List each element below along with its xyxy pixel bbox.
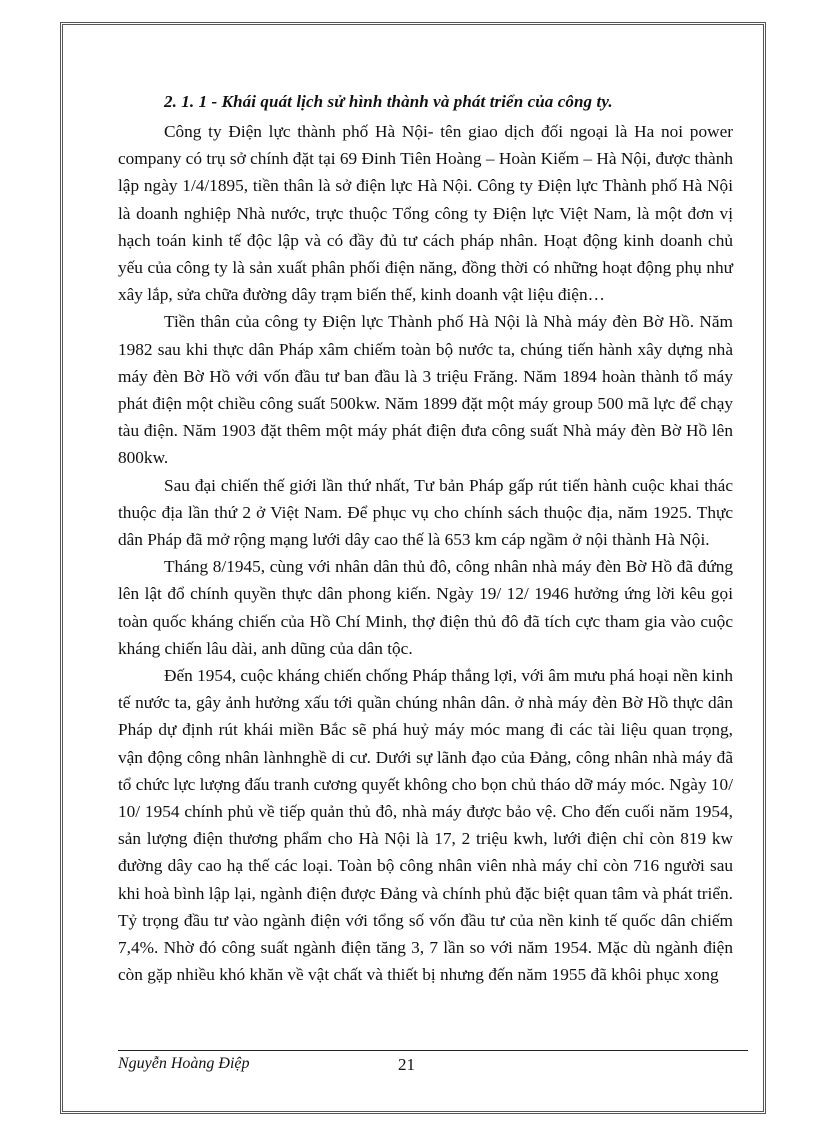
paragraph-5: Đến 1954, cuộc kháng chiến chống Pháp thắng lợi, với âm mưu phá hoại nền kinh tế nước ta, gây ảnh hưởng xấu tới quần chúng nhân dân. ở nhà máy đèn Bờ Hồ thực dân Pháp dự định rút khái miền Bắc sẽ phá huỷ máy móc mang đi các tài liệu quan trọng, vận động công nhân lànhnghề di cư. Dưới sự lãnh đạo của Đảng, công nhân nhà máy đã tổ chức lực lượng đấu tranh cương quyết không cho bọn chủ tháo dỡ máy móc. Ngày 10/ 10/ 1954 chính phủ về tiếp quản thủ đô, nhà máy được bảo vệ. Cho đến cuối năm 1954, sản lượng điện thương phẩm cho Hà Nội là 17, 2 triệu kwh, lưới điện chỉ còn 819 kw đường dây cao hạ thế các loại. Toàn bộ công nhân viên nhà máy chỉ còn 716 người sau khi hoà bình lập lại, ngành điện được Đảng và chính phủ đặc biệt quan tâm và phát triển. Tỷ trọng đầu tư vào ngành điện với tổng số vốn đầu tư của nền kinh tế quốc dân chiếm 7,4%. Nhờ đó công suất ngành điện tăng 3, 7 lần so với năm 1954. Mặc dù ngành điện còn gặp nhiều khó khăn về vật chất và thiết bị nhưng đến năm 1955 đã khôi phục xong: [118, 666, 733, 985]
footer-author: Nguyễn Hoàng Điệp: [118, 1055, 250, 1072]
footer-divider: [118, 1050, 748, 1051]
paragraph-4: Tháng 8/1945, cùng với nhân dân thủ đô, công nhân nhà máy đèn Bờ Hồ đã đứng lên lật đổ chính quyền thực dân phong kiến. Ngày 19/ 12/ 1946 hưởng ứng lời kêu gọi toàn quốc kháng chiến của Hồ Chí Minh, thợ điện thủ đô đã tích cực tham gia vào cuộc kháng chiến lâu dài, anh dũng của dân tộc.: [118, 557, 733, 658]
paragraph-3: Sau đại chiến thế giới lần thứ nhất, Tư bản Pháp gấp rút tiến hành cuộc khai thác thuộc địa lần thứ 2 ở Việt Nam. Để phục vụ cho chính sách thuộc địa, năm 1925. Thực dân Pháp đã mở rộng mạng lưới dây cao thế là 653 km cáp ngầm ở nội thành Hà Nội.: [118, 475, 733, 550]
section-title: 2. 1. 1 - Khái quát lịch sử hình thành và phát triển của công ty.: [164, 92, 613, 111]
page-number: 21: [398, 1055, 415, 1074]
paragraph-1: Công ty Điện lực thành phố Hà Nội- tên giao dịch đối ngoại là Ha noi power company có trụ sở chính đặt tại 69 Đinh Tiên Hoàng – Hoàn Kiếm – Hà Nội, được thành lập ngày 1/4/1895, tiền thân là sở điện lực Hà Nội. Công ty Điện lực Thành phố Hà Nội là doanh nghiệp Nhà nước, trực thuộc Tổng công ty Điện lực Việt Nam, là một đơn vị hạch toán kinh tế độc lập và có đầy đủ tư cách pháp nhân. Hoạt động kinh doanh chủ yếu của công ty là sản xuất phân phối điện năng, đồng thời có những hoạt động phụ như xây lắp, sửa chữa đường dây trạm biến thế, kinh doanh vật liệu điện…: [118, 122, 733, 305]
paragraph-2: Tiền thân của công ty Điện lực Thành phố Hà Nội là Nhà máy đèn Bờ Hồ. Năm 1982 sau khi thực dân Pháp xâm chiếm toàn bộ nước ta, chúng tiến hành xây dựng nhà máy đèn Bờ Hồ với vốn đầu tư ban đầu là 3 triệu Frăng. Năm 1894 hoàn thành tổ máy phát điện một chiều công suất 500kw. Năm 1899 đặt một máy group 500 mã lực để chạy tàu điện. Năm 1903 đặt thêm một máy phát điện đưa công suất Nhà máy đèn Bờ Hồ lên 800kw.: [118, 312, 733, 468]
document-body: [118, 88, 733, 989]
